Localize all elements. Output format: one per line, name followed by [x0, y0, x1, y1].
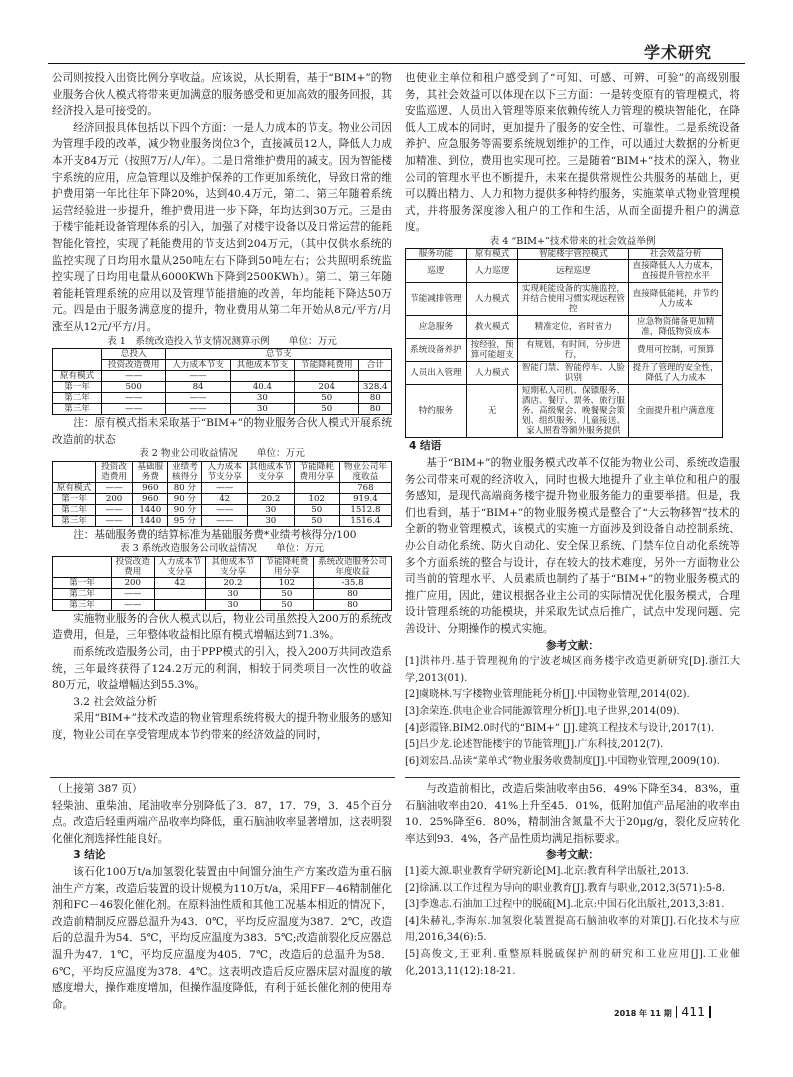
- table-cell: 80: [359, 404, 392, 415]
- table-cell: ——: [202, 504, 248, 515]
- reference-item: [1]姜大源.职业教育学研究新论[M].北京:教育科学出版社,2013.: [405, 865, 689, 877]
- table1-group-invest: 总投入: [102, 349, 166, 360]
- table-cell: ——: [166, 371, 230, 382]
- reference-item: [1]洪祎丹.基于管理视角的宁波老城区商务楼宇改造更新研究[D].浙江大学,2013(01).: [405, 656, 740, 684]
- table2-corner: [53, 461, 96, 482]
- table-cell: ——: [96, 504, 133, 515]
- table-cell: 精准定位，省时省力: [518, 316, 629, 339]
- table2: [52, 461, 392, 527]
- table-row: [406, 283, 723, 316]
- right-column-top: [405, 70, 740, 773]
- table-cell: 102: [260, 577, 314, 588]
- left-column-bottom: [52, 781, 392, 1013]
- row-label: 原有模式: [53, 482, 96, 493]
- table-cell: 短期私人司机、保镖服务、酒店、餐厅、票务、旅行服务、高级聚会、晚餐聚会策划、组织服务、儿童接送、家人照看等额外服务提供: [518, 385, 629, 438]
- table-row: [53, 504, 392, 515]
- table-cell: [295, 371, 359, 382]
- reference-item: [5]吕少龙.论述智能楼宇的节能管理[J].广东科技,2012(7).: [405, 739, 664, 751]
- table1: [52, 348, 392, 415]
- references-list: [405, 864, 740, 980]
- page-number: 411: [681, 1004, 706, 1019]
- table-cell: 200: [96, 493, 133, 504]
- reference-item: [4]彭霞锋.BIM2.0时代的“BIM+” [J].建筑工程技术与设计,2017(1).: [405, 722, 715, 734]
- table-cell: 费用可控制，可预算: [629, 339, 723, 362]
- table-row: [53, 515, 392, 526]
- continuation-note: （上接第 387 页）: [52, 783, 143, 795]
- table-cell: 30: [206, 599, 260, 610]
- table-cell: 有规划，有时间，分步进行，: [518, 339, 629, 362]
- table-row: [53, 371, 392, 382]
- reference-item: [6]刘宏昌.品读“菜单式”物业服务收费制度[J].中国物业管理,2009(10).: [405, 755, 720, 767]
- section-heading: 3 结论: [73, 849, 106, 862]
- table-cell: 应急服务: [406, 316, 467, 339]
- table-cell: ——: [96, 482, 133, 493]
- paragraph: 该石化100万t/a加氢裂化装置由中间馏分油生产方案改造为重石脑油生产方案，改造后装置的设计规模为110万t/a，采用FF－46精制催化剂和FC－46裂化催化剂。在原料油性质和其他工况基本相近的情况下，改造前精制反应器总温升为43．0℃，平均反应温度为387．2℃，改造后的总温升为54．5℃，平均反应温度为383．5℃;改造前裂化反应器总温升为47．1℃，平均反应温度为405．7℃，改造后的总温升为58．6℃，平均反应温度为378．4℃。这表明改造后反应器床层对温度的敏感度增大，操作难度增加，但操作温度降低，有利于延长催化剂的使用寿命。: [52, 865, 392, 1011]
- table1-group-save: 总节支: [166, 349, 392, 360]
- table-cell: 960: [133, 493, 168, 504]
- table-cell: 768: [339, 482, 391, 493]
- table-cell: 50: [295, 393, 359, 404]
- table-cell: 人力模式: [466, 283, 518, 316]
- table-cell: 102: [294, 493, 339, 504]
- paragraph: 也使业主单位和租户感受到了“可知、可感、可辨、可验”的高级别服务，其社会效益可以体现在以下三方面：一是转变原有的管理模式，将安监巡逻、人员出入管理等原来依赖传统人力管理的模块智能化，在降低人工成本的同时，更加提升了服务的安全性、可靠性。二是系统设备养护、应急服务等需要系统规划维护的工作，可以通过大数据的分析更加精准、到位，费用也实现可控。三是随着“BIM+”技术的深入，物业公司的管理水平也不断提升，未来在提供常规性公共服务的基础上，更可以腾出精力、人力和物力提供多种特约服务，实施菜单式物业管理模式，并将服务深度渗入租户的工作和生活，从而全面提升租户的满意度。: [405, 72, 740, 234]
- right-column-bottom: [405, 781, 740, 980]
- table-cell: 提升了管理的安全性，降低了人力成本: [629, 362, 723, 385]
- table-row: [406, 385, 723, 438]
- table-cell: 50: [260, 599, 314, 610]
- table4-header: 原有模式: [466, 249, 518, 260]
- table-cell: ——: [102, 371, 166, 382]
- table4-header: 智能楼宇管控模式: [518, 249, 629, 260]
- table-cell: 50: [294, 515, 339, 526]
- table-cell: 40.4: [230, 382, 294, 393]
- table1-header: 节能降耗费用: [295, 360, 359, 371]
- table2-caption: 表 2 物业公司收益情况 单位：万元: [139, 448, 305, 460]
- paragraph: 轻柴油、重柴油、尾油收率分别降低了3．87，17．79，3．45个百分点。改造后轻重两端产品收率均降低，重石脑油收率显著增加，这表明裂化催化剂选择性能良好。: [52, 799, 392, 845]
- table-row: [53, 599, 392, 610]
- table-cell: -35.8: [314, 577, 392, 588]
- issue-label: 2018 年 11 期: [614, 1009, 672, 1018]
- reference-item: [2]徐涵.以工作过程为导向的职业教育[J].教育与职业,2012,3(571):5-8.: [405, 882, 726, 894]
- table-cell: 巡逻: [406, 260, 467, 283]
- table-cell: 全面提升租户满意度: [629, 385, 723, 438]
- table-cell: 50: [295, 404, 359, 415]
- table-cell: 人力模式: [466, 362, 518, 385]
- table4-header: 服务功能: [406, 249, 467, 260]
- table-cell: 智能门禁、智能停车、人脸识别: [518, 362, 629, 385]
- table-cell: 远程巡逻: [518, 260, 629, 283]
- divider: [405, 777, 740, 778]
- table4: [405, 248, 723, 438]
- table-row: [53, 404, 392, 415]
- table-cell: 1516.4: [339, 515, 391, 526]
- row-label: 第一年: [53, 382, 102, 393]
- table-cell: ——: [96, 515, 133, 526]
- header-rule: [48, 63, 745, 64]
- table3-header: 系统改造服务公司年度收益: [314, 556, 392, 577]
- table-cell: 30: [206, 588, 260, 599]
- table-cell: 80 分: [168, 482, 202, 493]
- table3-header: 人力成本节支分享: [154, 556, 206, 577]
- table-cell: 实现耗能设备的实施监控，并结合使用习惯实现远程管控: [518, 283, 629, 316]
- table1-header: 其他成本节支: [230, 360, 294, 371]
- table-cell: [359, 371, 392, 382]
- table-cell: 人员出入管理: [406, 362, 467, 385]
- table-cell: 328.4: [359, 382, 392, 393]
- table-cell: ——: [112, 588, 155, 599]
- paragraph: 实施物业服务的合伙人模式以后，物业公司虽然投入200万的系统改造费用，但是，三年整体收益相比原有模式增幅达到71.3%。: [52, 612, 392, 642]
- table-cell: 500: [102, 382, 166, 393]
- reference-item: [2]虞晓林.写字楼物业管理能耗分析[J].中国物业管理,2014(02).: [405, 689, 690, 701]
- table1-note: 注：原有模式指未采取基于“BIM+”的物业服务合伙人模式开展系统改造前的状态: [52, 417, 392, 446]
- table-cell: 80: [359, 393, 392, 404]
- table-cell: 20.2: [206, 577, 260, 588]
- table1-corner: [53, 349, 102, 371]
- table3-caption: 表 3 系统改造服务公司收益情况 单位：万元: [119, 543, 325, 555]
- row-label: 第三年: [53, 515, 96, 526]
- table2-header: 节能降耗费用分享: [294, 461, 339, 482]
- paragraph: 与改造前相比，改造后柴油收率由56．49%下降至34．83%，重石脑油收率由20．41%上升至45．01%，低附加值产品尾油的收率由10．25%降至6．80%，精制油含氮量不大于20μg/g，裂化反应转化率达到93．4%，各产品性质均满足指标要求。: [405, 783, 740, 845]
- table2-note: 注：基础服务费的结算标准为基础服务费*业绩考核得分/100: [73, 528, 357, 541]
- row-label: 第三年: [53, 599, 112, 610]
- table-cell: 救火模式: [466, 316, 518, 339]
- table-cell: 1512.8: [339, 504, 391, 515]
- table-cell: 30: [230, 404, 294, 415]
- table-cell: 42: [202, 493, 248, 504]
- table-cell: [154, 588, 206, 599]
- divider: [709, 1006, 711, 1018]
- table-cell: 80: [314, 599, 392, 610]
- table2-header: 物业公司年度收益: [339, 461, 391, 482]
- paragraph: 基于“BIM+”的物业服务模式改革不仅能为物业公司、系统改造服务公司带来可观的经济收入，同时也极大地提升了业主单位和租户的服务感知，是现代高端商务楼宇提升物业服务能力的重要举措。但是，我们也看到，基于“BIM+”的物业服务模式是整合了“大云物移智”技术的全新的物业管理模式，该模式的实施一方面涉及到设备自动控制系统、办公自动化系统、防火自动化、安全保卫系统、门禁车位自动化系统等多个方面系统的整合与设计，存在较大的技术难度，另外一方面物业公司当前的管理水平、人员素质也制约了基于“BIM+”的物业服务模式的推广应用，因此，建议根据各业主公司的实际情况优化服务模式，合理设计管理系统的功能模块，并采取先试点后推广，试点中发现问题、完善设计、分期操作的模式实施。: [405, 457, 740, 635]
- table-row: [53, 393, 392, 404]
- table-cell: 50: [294, 504, 339, 515]
- table-cell: 直接降低能耗，并节约人力成本: [629, 283, 723, 316]
- reference-item: [5]高俊文,王亚利.重整原料脱硫保护剂的研究和工业应用[J].工业催化,2013,11(12):18-21.: [405, 948, 740, 977]
- table-cell: ——: [102, 404, 166, 415]
- paragraph: 而系统改造服务公司，由于PPP模式的引入，投入200万共同改造系统，三年最终获得了124.2万元的利润，相较于同类项目一次性的收益80万元，收益增幅达到55.3%。: [52, 645, 392, 692]
- table-cell: ——: [202, 482, 248, 493]
- table1-header: 合计: [359, 360, 392, 371]
- table3-header: 投资改造费用: [112, 556, 155, 577]
- table-cell: 30: [248, 504, 295, 515]
- table-cell: ——: [166, 404, 230, 415]
- table-cell: 90 分: [168, 504, 202, 515]
- table1-header: 投资改造费用: [102, 360, 166, 371]
- table1-header: 人力成本节支: [166, 360, 230, 371]
- table-cell: 90 分: [168, 493, 202, 504]
- page-footer: [614, 1004, 715, 1019]
- table4-caption: 表 4 “BIM+”技术带来的社会效益举例: [489, 235, 656, 247]
- table-row: [406, 260, 723, 283]
- table1-caption: 表 1 系统改造投入节支情况测算示例 单位：万元: [107, 335, 337, 347]
- paragraph: 经济回报具体包括以下四个方面：一是人力成本的节支。物业公司因为管理手段的改革，减少物业服务岗位3个，直接减员12人，降低人力成本开支84万元（按照7万/人/年）。二是日常维护费用的减支。因为智能楼宇系统的应用，应急管理以及维护保养的工作更加系统化，导致日常的维护费用第一年比往年下降20%，达到40.4万元，第二、第三年随着系统运营经验进一步提升，维护费用进一步下降，年均达到30万元。三是由于楼宇能耗设备管理体系的引入，加强了对楼宇设备以及日常运营的能耗智能化管控，实现了耗能费用的节支达到204万元，（其中仅供水系统的监控实现了日均用水量从250吨左右下降到50吨左右；公共照明系统监控实现了日均用电量从6000KWh下降到2500KWh）。第二、第三年随着能耗管理系统的应用以及管理节能措施的改善，年均能耗下降达50万元。四是由于服务满意度的提升，物业费用从第二年开始从8元/平方/月涨至从12元/平方/月。: [52, 121, 392, 333]
- table-cell: 应急物资储备更加精准，降低物资成本: [629, 316, 723, 339]
- reference-item: [3]李逸志.石油加工过程中的脱硫[M].北京:中国石化出版社,2013,3:81.: [405, 899, 725, 911]
- table-cell: 特约服务: [406, 385, 467, 438]
- table2-header: 人力成本节支分享: [202, 461, 248, 482]
- table-cell: 按经验，预算可能超支: [466, 339, 518, 362]
- table-row: [406, 316, 723, 339]
- table2-header: 业绩考核得分: [168, 461, 202, 482]
- table-cell: 节能减排管理: [406, 283, 467, 316]
- reference-item: [3]余荣连.供电企业合同能源管理分析[J].电子世界,2014(09).: [405, 705, 680, 717]
- table3-corner: [53, 556, 112, 577]
- paragraph: 采用“BIM+”技术改造的物业管理系统将极大的提升物业服务的感知度，物业公司在享受管理成本节约带来的经济效益的同时，: [52, 712, 392, 741]
- table-cell: [230, 371, 294, 382]
- row-label: 第二年: [53, 504, 96, 515]
- table-cell: ——: [112, 599, 155, 610]
- table3: [52, 556, 392, 611]
- table-cell: ——: [166, 393, 230, 404]
- table-row: [406, 339, 723, 362]
- table-row: [53, 382, 392, 393]
- table-cell: 20.2: [248, 493, 295, 504]
- row-label: 第一年: [53, 493, 96, 504]
- table-cell: 200: [112, 577, 155, 588]
- row-label: 第二年: [53, 588, 112, 599]
- table4-header: 社会效益分析: [629, 249, 723, 260]
- table2-header: 投资改造费用: [96, 461, 133, 482]
- table-cell: 919.4: [339, 493, 391, 504]
- table-cell: 1440: [133, 515, 168, 526]
- table3-header: 节能降耗费用分享: [260, 556, 314, 577]
- table-cell: 30: [248, 515, 295, 526]
- left-column-top: [52, 70, 392, 773]
- row-label: 第二年: [53, 393, 102, 404]
- table-cell: 人力巡逻: [466, 260, 518, 283]
- table2-header: 其他成本节支分享: [249, 461, 293, 482]
- table-cell: 80: [314, 588, 392, 599]
- table-cell: ——: [202, 515, 248, 526]
- section-heading: 4 结语: [409, 440, 442, 453]
- row-label: 第三年: [53, 404, 102, 415]
- table-row: [53, 577, 392, 588]
- table-cell: 204: [295, 382, 359, 393]
- table-row: [53, 482, 392, 493]
- table-cell: 50: [260, 588, 314, 599]
- table-cell: 95 分: [168, 515, 202, 526]
- row-label: 第一年: [53, 577, 112, 588]
- row-label: 原有模式: [53, 371, 102, 382]
- table3-header: 其他成本节支分享: [206, 556, 260, 577]
- table-cell: [294, 482, 339, 493]
- table-cell: 直接降低人人力成本，直接提升管控水平: [629, 260, 723, 283]
- table-row: [53, 588, 392, 599]
- table-cell: ——: [102, 393, 166, 404]
- divider: [676, 1006, 678, 1018]
- table-cell: 系统设备养护: [406, 339, 467, 362]
- divider: [50, 777, 395, 778]
- section-heading: 3.2 社会效益分析: [73, 695, 157, 708]
- table-row: [406, 362, 723, 385]
- paragraph: 公司则按投入出资比例分享收益。应该说，从长期看，基于“BIM+”的物业服务合伙人模式将带来更加满意的服务感受和更加高效的服务回报，其经济投入是可接受的。: [52, 72, 392, 118]
- header-title: 学术研究: [643, 43, 712, 62]
- table-cell: [154, 599, 206, 610]
- table-row: [53, 493, 392, 504]
- table-cell: 84: [166, 382, 230, 393]
- table-cell: [248, 482, 295, 493]
- table-cell: 960: [133, 482, 168, 493]
- table2-header: 基础服务费: [133, 461, 168, 482]
- table-cell: 30: [230, 393, 294, 404]
- table-cell: 42: [154, 577, 206, 588]
- references-title: 参考文献：: [546, 639, 599, 652]
- references-title: 参考文献：: [546, 849, 599, 862]
- table-cell: 1440: [133, 504, 168, 515]
- table-cell: 无: [466, 385, 518, 438]
- reference-item: [4]朱赫礼,李海东.加氢裂化装置提高石脑油收率的对策[J].石化技术与应用,2016,34(6):5.: [405, 915, 740, 944]
- references-list: [405, 654, 740, 770]
